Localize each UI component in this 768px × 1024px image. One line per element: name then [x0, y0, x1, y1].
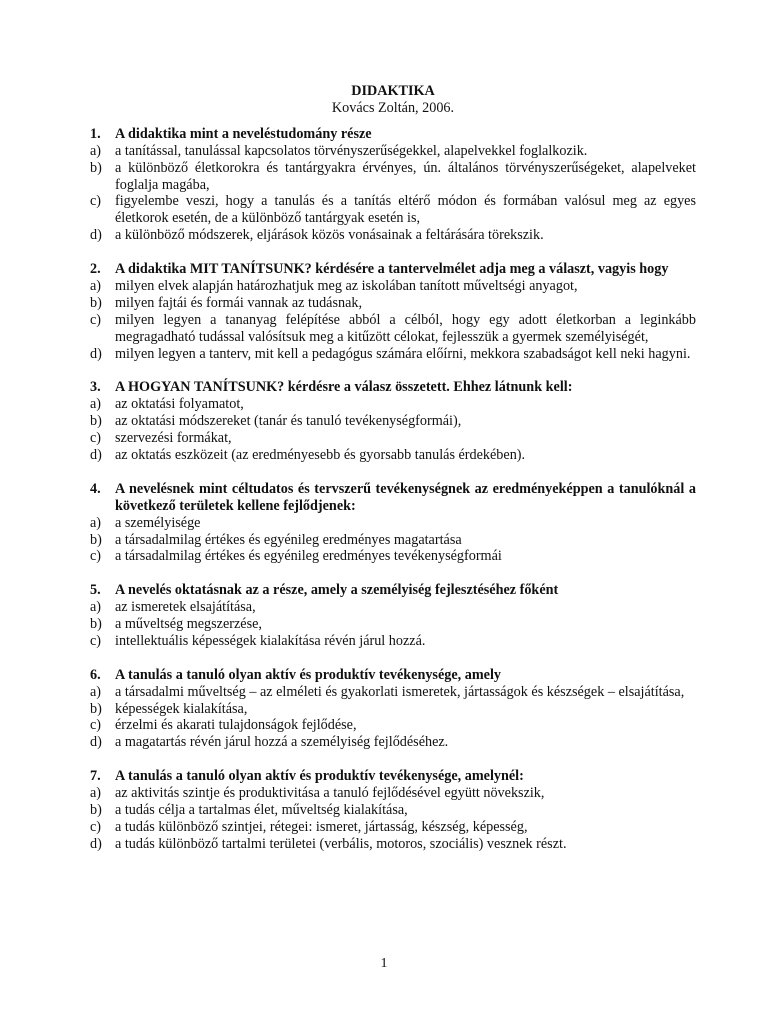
question-heading [90, 768, 696, 785]
answer-letter: a) [90, 785, 102, 802]
question-text: A nevelés oktatásnak az a része, amely a személyiség fejlesztéséhez főként [115, 582, 559, 599]
answer-letter: d) [90, 227, 102, 244]
answer-option [90, 160, 696, 194]
answer-option [90, 599, 696, 616]
answer-letter: c) [90, 311, 102, 328]
answer-text: az ismeretek elsajátítása, [115, 599, 256, 616]
answer-letter: c) [90, 193, 102, 210]
answer-option [90, 447, 696, 464]
answer-text: az oktatás eszközeit (az eredményesebb és gyorsabb tanulás érdekében). [115, 447, 526, 463]
question-item [90, 481, 696, 566]
question-item [90, 261, 696, 362]
question-item [90, 379, 696, 464]
answer-letter: a) [90, 683, 102, 700]
answer-text: a tanítással, tanulással kapcsolatos törvényszerűségekkel, alapelvekkel foglalkozik. [115, 142, 588, 159]
answer-option [90, 819, 696, 836]
answer-option [90, 684, 696, 701]
question-text: A didaktika mint a neveléstudomány része [115, 125, 372, 142]
answer-option [90, 734, 696, 751]
question-number: 6. [90, 666, 101, 683]
question-text: A tanulás a tanuló olyan aktív és produktív tevékenysége, amely [115, 666, 501, 683]
question-heading [90, 582, 696, 599]
answer-text: a társadalmi műveltség – az elméleti és gyakorlati ismeretek, jártasságok és készségek – elsajátítása, [115, 683, 685, 700]
answer-text: az oktatási folyamatot, [115, 396, 244, 413]
question-item [90, 768, 696, 853]
answer-option [90, 717, 696, 734]
question-item [90, 582, 696, 650]
answer-letter: b) [90, 700, 102, 717]
answer-option [90, 227, 696, 244]
question-number: 3. [90, 379, 101, 396]
answer-option [90, 193, 696, 227]
answer-text: a műveltség megszerzése, [115, 616, 262, 633]
answer-option [90, 278, 696, 295]
answer-letter: a) [90, 514, 102, 531]
question-heading [90, 379, 696, 396]
question-text: A tanulás a tanuló olyan aktív és produktív tevékenysége, amelynél: [115, 768, 524, 785]
answer-text: érzelmi és akarati tulajdonságok fejlődése, [115, 717, 357, 734]
answer-text: intellektuális képességek kialakítása révén járul hozzá. [115, 632, 426, 649]
answer-text: képességek kialakítása, [115, 700, 248, 717]
question-item [90, 667, 696, 752]
question-heading [90, 667, 696, 684]
answer-letter: b) [90, 616, 102, 633]
question-number: 5. [90, 582, 101, 599]
answer-text: a személyisége [115, 514, 201, 531]
answer-option [90, 548, 696, 565]
answer-letter: b) [90, 531, 102, 548]
answer-text: a társadalmilag értékes és egyénileg eredményes tevékenységformái [115, 548, 502, 565]
answer-option [90, 143, 696, 160]
question-number: 2. [90, 261, 101, 278]
answer-option [90, 430, 696, 447]
answer-letter: b) [90, 294, 102, 311]
answer-option [90, 802, 696, 819]
answer-option [90, 346, 696, 363]
answer-letter: b) [90, 413, 102, 430]
answer-letter: c) [90, 430, 102, 447]
page-number: 1 [380, 956, 388, 971]
answer-text: milyen legyen a tananyag felépítése abból a célból, hogy egy adott életkorban a leginkább megragadható tudással valósítsuk meg a kitűzött célokat, fejlesszük a gyermek személyiségét, [115, 311, 696, 345]
question-heading [90, 261, 696, 278]
question-text: A didaktika MIT TANÍTSUNK? kérdésére a tantervelmélet adja meg a választ, vagyis hogy [115, 261, 669, 278]
answer-text: a magatartás révén járul hozzá a személyiség fejlődéséhez. [115, 734, 449, 751]
answer-letter: d) [90, 835, 102, 852]
answer-letter: a) [90, 396, 102, 413]
answer-letter: a) [90, 599, 102, 616]
answer-option [90, 532, 696, 549]
answer-text: a tudás különböző tartalmi területei (verbális, motoros, szociális) vesznek részt. [115, 835, 567, 852]
question-number: 1. [90, 125, 101, 142]
answer-text: a különböző módszerek, eljárások közös vonásainak a feltárására törekszik. [115, 227, 544, 244]
answer-option [90, 295, 696, 312]
answer-letter: c) [90, 717, 102, 734]
answer-option [90, 785, 696, 802]
answer-text: milyen legyen a tanterv, mit kell a pedagógus számára előírni, mekkora szabadságot kell neki hagyni. [115, 345, 691, 362]
question-heading [90, 481, 696, 515]
question-item [90, 126, 696, 244]
answer-text: szervezési formákat, [115, 430, 232, 447]
answer-letter: d) [90, 447, 102, 463]
answer-letter: d) [90, 734, 102, 751]
answer-letter: c) [90, 548, 102, 565]
answer-text: figyelembe veszi, hogy a tanulás és a tanítás eltérő módon és formában valósul meg az egyes életkorok esetén, de a különböző tantárgyak esetén is, [115, 193, 696, 227]
question-text: A nevelésnek mint céltudatos és tervszerű tevékenységnek az eredményeképpen a tanulóknál a következő területek kellene fejlődjenek: [115, 480, 696, 514]
answer-option [90, 396, 696, 413]
document-title: DIDAKTIKA [351, 83, 435, 99]
question-heading [90, 126, 696, 143]
answer-letter: a) [90, 142, 102, 159]
answer-text: a tudás különböző szintjei, rétegei: ismeret, jártasság, készség, képesség, [115, 818, 528, 835]
answer-text: milyen elvek alapján határozhatjuk meg az iskolában tanított műveltségi anyagot, [115, 277, 578, 294]
document-page [90, 83, 696, 870]
answer-option [90, 633, 696, 650]
answer-text: az aktivitás szintje és produktivitása a tanuló fejlődésével együtt növekszik, [115, 785, 545, 802]
answer-letter: a) [90, 277, 102, 294]
question-text: A HOGYAN TANÍTSUNK? kérdésre a válasz összetett. Ehhez látnunk kell: [115, 379, 573, 396]
answer-letter: d) [90, 345, 102, 362]
document-subtitle: Kovács Zoltán, 2006. [331, 99, 455, 116]
answer-text: az oktatási módszereket (tanár és tanuló tevékenységformái), [115, 413, 462, 430]
answer-letter: c) [90, 632, 102, 649]
answer-text: milyen fajtái és formái vannak az tudásnak, [115, 294, 363, 311]
answer-option [90, 701, 696, 718]
question-number: 7. [90, 768, 101, 785]
answer-letter: c) [90, 818, 102, 835]
answer-letter: b) [90, 159, 102, 176]
answer-letter: b) [90, 801, 102, 818]
question-number: 4. [90, 480, 101, 497]
answer-option [90, 413, 696, 430]
answer-option [90, 616, 696, 633]
answer-text: a különböző életkorokra és tantárgyakra érvényes, ún. általános törvényszerűségeket, alapelveket foglalja magába, [115, 159, 696, 193]
question-list [90, 126, 696, 853]
answer-option [90, 836, 696, 853]
answer-text: a társadalmilag értékes és egyénileg eredményes magatartása [115, 531, 462, 548]
answer-option [90, 515, 696, 532]
answer-option [90, 312, 696, 346]
answer-text: a tudás célja a tartalmas élet, műveltség kialakítása, [115, 801, 408, 818]
